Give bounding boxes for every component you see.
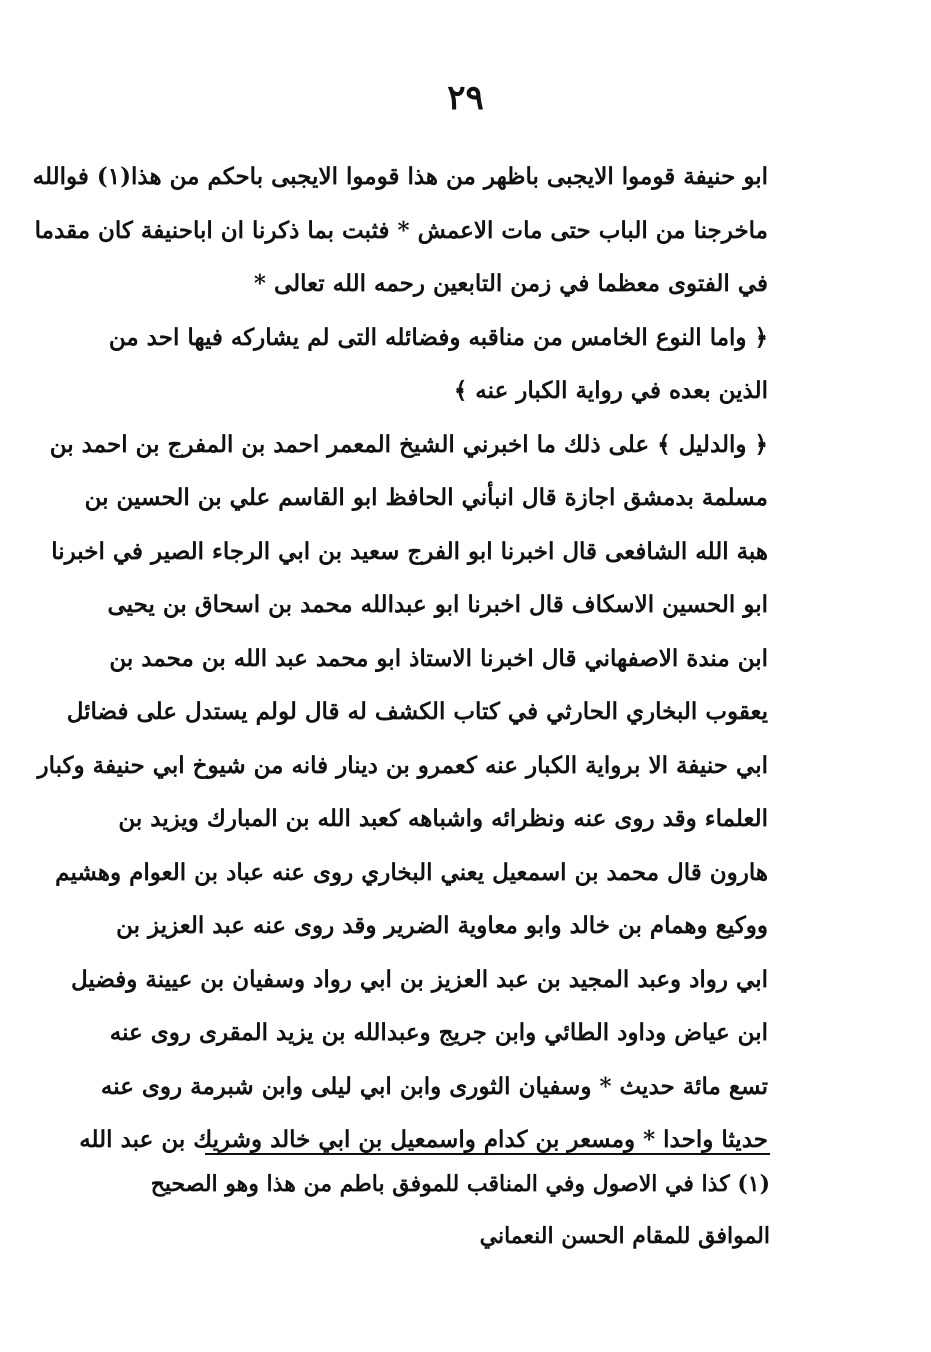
section-heading-line: ﴿ واما النوع الخامس من مناقبه وفضائله التى لم يشاركه فيها احد من: [108, 323, 768, 351]
text-line: ماخرجنا من الباب حتى مات الاعمش * فثبت بما ذكرنا ان اباحنيفة كان مقدما: [34, 216, 768, 244]
text-line: ﴿ والدليل ﴾ على ذلك ما اخبرني الشيخ المعمر احمد بن المفرج بن احمد بن: [49, 430, 768, 458]
text-line: ابن عياض وداود الطائي وابن جريج وعبدالله بن يزيد المقرى روى عنه: [109, 1019, 768, 1046]
text-line: ووكيع وهمام بن خالد وابو معاوية الضرير وقد روى عنه عبد العزيز بن: [116, 912, 768, 939]
text-line: هبة الله الشافعى قال اخبرنا ابو الفرج سعيد بن ابي الرجاء الصير في اخبرنا: [51, 537, 768, 565]
page-number: ٢٩: [447, 78, 484, 118]
text-line: حديثا واحدا * ومسعر بن كدام واسمعيل بن ابي خالد وشريك بن عبد الله: [79, 1126, 768, 1153]
text-line: ابو الحسين الاسكاف قال اخبرنا ابو عبدالله محمد بن اسحاق بن يحيى: [107, 591, 768, 618]
footnote-line: الموافق للمقام الحسن النعماني: [479, 1223, 770, 1249]
text-line: العلماء وقد روى عنه ونظرائه واشباهه كعبد الله بن المبارك ويزيد بن: [118, 805, 768, 832]
text-line: يعقوب البخاري الحارثي في كتاب الكشف له قال لولم يستدل على فضائل: [66, 698, 768, 725]
text-line: ابي حنيفة الا برواية الكبار عنه كعمرو بن دينار فانه من شيوخ ابي حنيفة وكبار: [37, 751, 768, 779]
text-line: في الفتوى معظما في زمن التابعين رحمه الله تعالى *: [253, 270, 768, 297]
text-line: تسع مائة حديث * وسفيان الثورى وابن ابي ليلى وابن شبرمة روى عنه: [100, 1072, 768, 1100]
text-line: هارون قال محمد بن اسمعيل يعني البخاري روى عنه عباد بن العوام وهشيم: [55, 858, 768, 886]
footnote-divider: [205, 1153, 770, 1155]
text-line: ابو حنيفة قوموا الايجبى باظهر من هذا قوموا الايجبى باحكم من هذا(١) فوالله: [32, 163, 768, 190]
footnote-block: [150, 1158, 770, 1262]
text-line: ابن مندة الاصفهاني قال اخبرنا الاستاذ ابو محمد عبد الله بن محمد بن: [109, 644, 768, 672]
text-line: ابي رواد وعبد المجيد بن عبد العزيز بن ابي رواد وسفيان بن عيينة وفضيل: [71, 965, 768, 993]
main-text-block: [32, 150, 768, 1167]
footnote-line: (١) كذا في الاصول وفي المناقب للموفق باطم من هذا وهو الصحيح: [150, 1171, 770, 1197]
section-heading-line: الذين بعده في رواية الكبار عنه ﴾: [453, 377, 768, 404]
text-line: مسلمة بدمشق اجازة قال انبأني الحافظ ابو القاسم علي بن الحسين بن: [84, 484, 768, 511]
